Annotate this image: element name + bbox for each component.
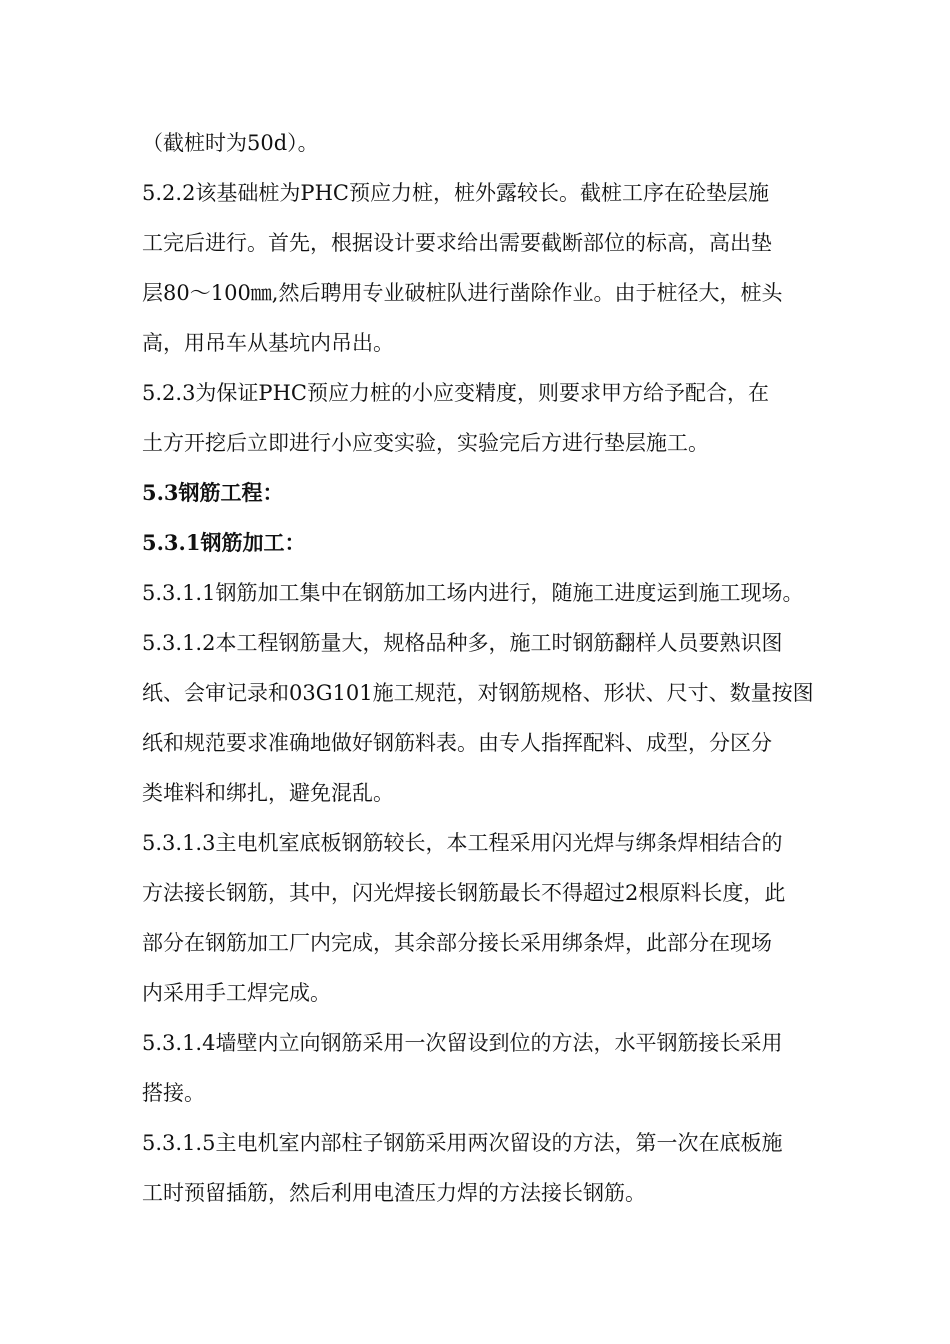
text-line: 土方开挖后立即进行小应变实验，实验完后方进行垫层施工。 [142,431,709,455]
text-line: 层80～100㎜,然后聘用专业破桩队进行凿除作业。由于桩径大，桩头 [142,281,783,305]
text-line: 类堆料和绑扎，避免混乱。 [142,781,394,805]
text-line: 方法接长钢筋，其中，闪光焊接长钢筋最长不得超过2根原料长度，此 [142,881,786,905]
text-line: 5.2.2该基础桩为PHC预应力桩，桩外露较长。截桩工序在砼垫层施 [142,181,769,205]
text-line: 5.3.1.4墙壁内立向钢筋采用一次留设到位的方法，水平钢筋接长采用 [142,1031,783,1055]
text-line: 5.3.1.1钢筋加工集中在钢筋加工场内进行，随施工进度运到施工现场。 [142,581,804,605]
text-line: 5.3.1.3主电机室底板钢筋较长，本工程采用闪光焊与绑条焊相结合的 [142,831,783,855]
text-line: 高，用吊车从基坑内吊出。 [142,331,394,355]
text-line: 5.3.1.2本工程钢筋量大，规格品种多，施工时钢筋翻样人员要熟识图 [142,631,783,655]
text-line: （截桩时为50d）。 [142,131,319,155]
text-line: 内采用手工焊完成。 [142,981,331,1005]
subsection-heading: 5.3.1钢筋加工： [142,530,306,555]
text-line: 工完后进行。首先，根据设计要求给出需要截断部位的标高，高出垫 [142,231,772,255]
text-line: 纸、会审记录和03G101施工规范，对钢筋规格、形状、尺寸、数量按图 [142,681,814,705]
text-line: 部分在钢筋加工厂内完成，其余部分接长采用绑条焊，此部分在现场 [142,931,772,955]
text-line: 搭接。 [142,1081,205,1105]
text-line: 工时预留插筋，然后利用电渣压力焊的方法接长钢筋。 [142,1181,646,1205]
section-heading: 5.3钢筋工程： [142,480,284,505]
text-line: 纸和规范要求准确地做好钢筋料表。由专人指挥配料、成型，分区分 [142,731,772,755]
text-line: 5.2.3为保证PHC预应力桩的小应变精度，则要求甲方给予配合，在 [142,381,769,405]
text-line: 5.3.1.5主电机室内部柱子钢筋采用两次留设的方法，第一次在底板施 [142,1131,783,1155]
